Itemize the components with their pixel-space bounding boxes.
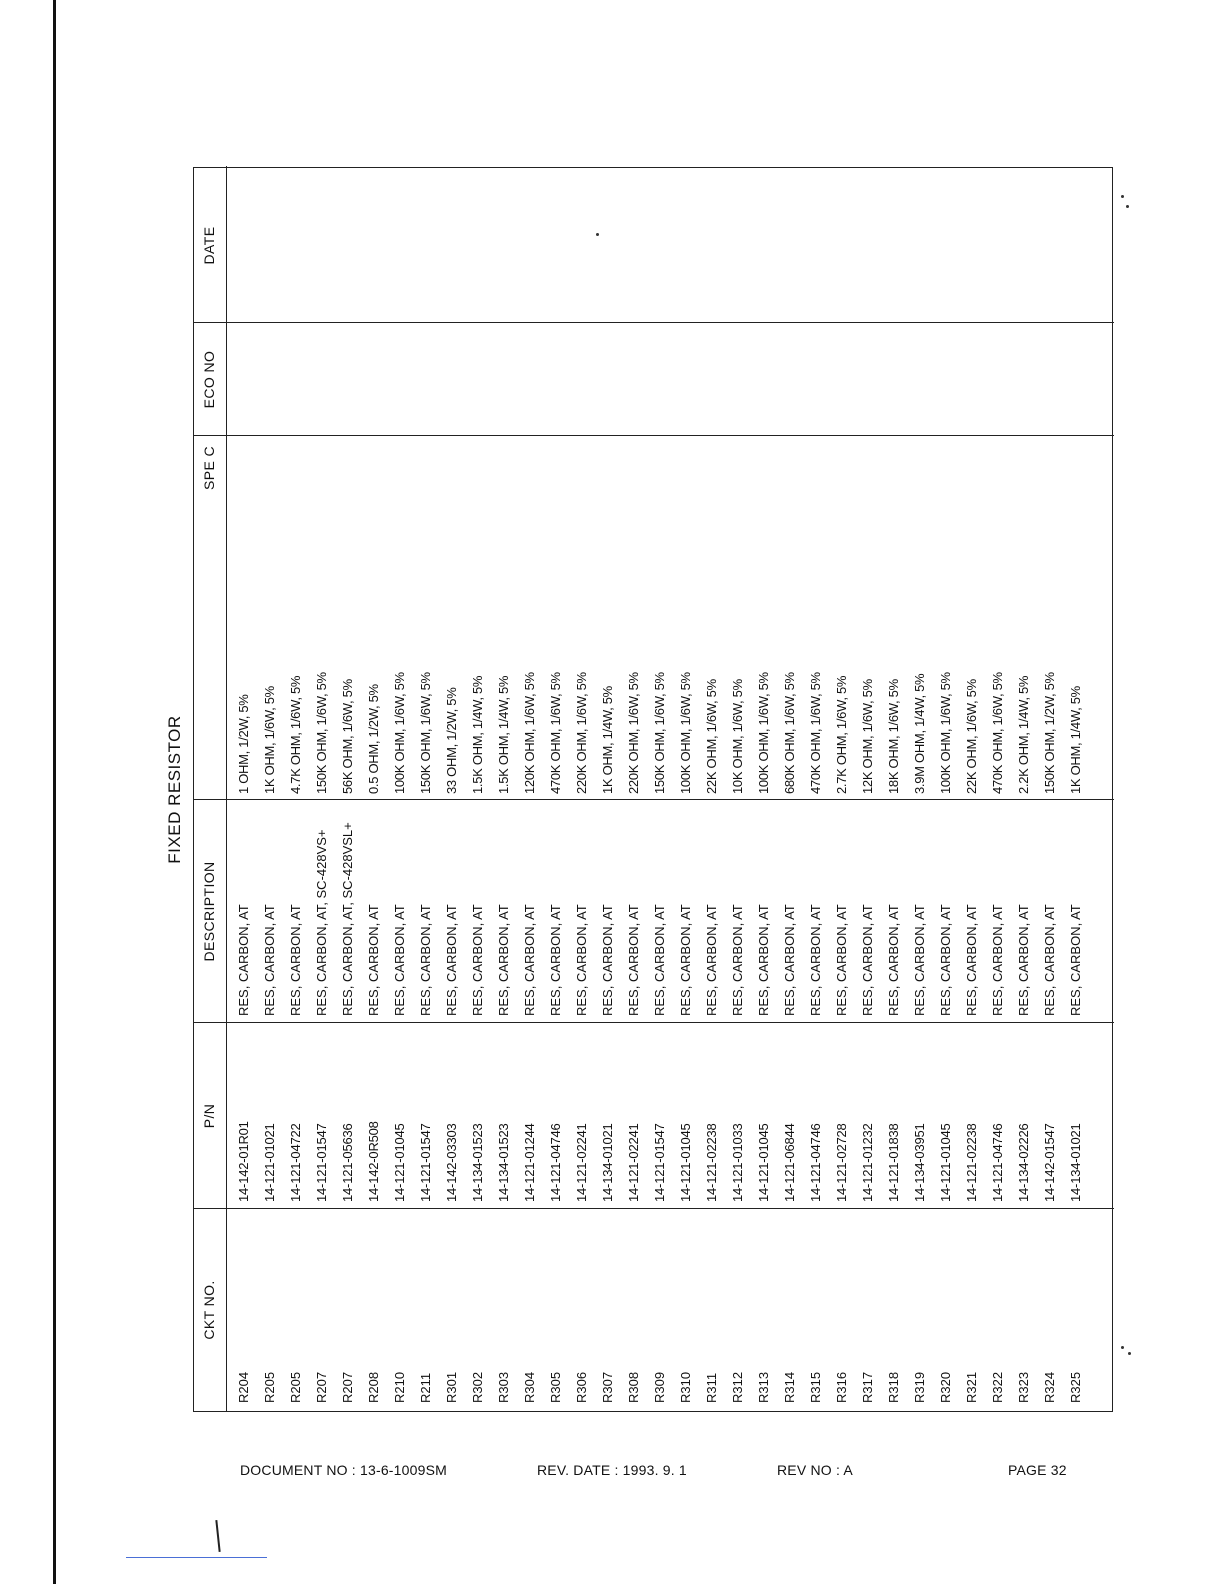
cell-ckt-no: R304 xyxy=(522,1371,537,1403)
cell-ckt-no: R311 xyxy=(704,1372,719,1403)
cell-part-number: 14-121-01547 xyxy=(652,1123,667,1202)
cell-ckt-no: R210 xyxy=(392,1371,407,1403)
scan-speck xyxy=(1126,205,1129,208)
table-row xyxy=(569,166,595,1411)
cell-description: RES, CARBON, AT xyxy=(626,904,641,1016)
cell-part-number: 14-121-02241 xyxy=(626,1123,641,1202)
cell-ckt-no: R320 xyxy=(938,1371,953,1403)
cell-ckt-no: R205 xyxy=(288,1371,303,1403)
cell-ckt-no: R208 xyxy=(366,1371,381,1403)
cell-ckt-no: R308 xyxy=(626,1371,641,1403)
cell-ckt-no: R207 xyxy=(314,1371,329,1403)
cell-part-number: 14-142-01547 xyxy=(1042,1123,1057,1202)
cell-ckt-no: R318 xyxy=(886,1371,901,1403)
cell-ckt-no: R306 xyxy=(574,1371,589,1403)
cell-part-number: 14-121-01838 xyxy=(886,1123,901,1202)
cell-part-number: 14-121-01045 xyxy=(392,1123,407,1202)
rotated-document xyxy=(80,167,1120,1412)
table-row xyxy=(465,166,491,1411)
cell-spec: 1K OHM, 1/6W, 5% xyxy=(262,686,277,794)
cell-part-number: 14-121-01033 xyxy=(730,1123,745,1202)
cell-spec: 1.5K OHM, 1/4W, 5% xyxy=(496,675,511,794)
cell-spec: 680K OHM, 1/6W, 5% xyxy=(782,672,797,794)
cell-ckt-no: R310 xyxy=(678,1371,693,1403)
cell-ckt-no: R325 xyxy=(1068,1371,1083,1403)
cell-part-number: 14-134-01021 xyxy=(1068,1123,1083,1202)
cell-part-number: 14-134-01523 xyxy=(470,1123,485,1202)
cell-ckt-no: R316 xyxy=(834,1371,849,1403)
cell-spec: 10K OHM, 1/6W, 5% xyxy=(730,679,745,794)
cell-part-number: 14-121-04722 xyxy=(288,1123,303,1202)
cell-ckt-no: R313 xyxy=(756,1371,771,1403)
scan-speck xyxy=(1121,1346,1124,1349)
cell-part-number: 14-121-06844 xyxy=(782,1123,797,1202)
cell-part-number: 14-121-01045 xyxy=(678,1123,693,1202)
cell-part-number: 14-121-01045 xyxy=(756,1123,771,1202)
header-date: DATE xyxy=(201,226,217,265)
cell-part-number: 14-142-03303 xyxy=(444,1123,459,1202)
cell-ckt-no: R205 xyxy=(262,1371,277,1403)
header-spec: SPE C xyxy=(201,446,217,491)
cell-spec: 1K OHM, 1/4W, 5% xyxy=(600,686,615,794)
cell-description: RES, CARBON, AT xyxy=(236,904,251,1016)
cell-spec: 150K OHM, 1/6W, 5% xyxy=(418,672,433,794)
cell-description: RES, CARBON, AT xyxy=(990,904,1005,1016)
table-row xyxy=(751,166,777,1411)
cell-spec: 120K OHM, 1/6W, 5% xyxy=(522,672,537,794)
cell-spec: 3.9M OHM, 1/4W, 5% xyxy=(912,673,927,794)
cell-description: RES, CARBON, AT xyxy=(366,904,381,1016)
cell-part-number: 14-121-04746 xyxy=(808,1123,823,1202)
table-row xyxy=(517,166,543,1411)
cell-description: RES, CARBON, AT, SC-428VS+ xyxy=(314,829,329,1016)
cell-spec: 150K OHM, 1/2W, 5% xyxy=(1042,672,1057,794)
cell-spec: 2.7K OHM, 1/6W, 5% xyxy=(834,675,849,794)
cell-spec: 100K OHM, 1/6W, 5% xyxy=(392,672,407,794)
parts-table xyxy=(193,167,1113,1412)
cell-description: RES, CARBON, AT xyxy=(288,904,303,1016)
cell-spec: 56K OHM, 1/6W, 5% xyxy=(340,679,355,794)
scan-speck xyxy=(1121,195,1124,198)
cell-ckt-no: R315 xyxy=(808,1371,823,1403)
scan-speck xyxy=(596,233,599,236)
footer-revision-date: REV. DATE : 1993. 9. 1 xyxy=(537,1462,687,1478)
cell-description: RES, CARBON, AT xyxy=(782,904,797,1016)
cell-description: RES, CARBON, AT xyxy=(730,904,745,1016)
cell-spec: 1K OHM, 1/4W, 5% xyxy=(1068,686,1083,794)
cell-part-number: 14-121-04746 xyxy=(990,1123,1005,1202)
cell-part-number: 14-121-02241 xyxy=(574,1123,589,1202)
cell-ckt-no: R319 xyxy=(912,1371,927,1403)
cell-description: RES, CARBON, AT xyxy=(886,904,901,1016)
cell-spec: 4.7K OHM, 1/6W, 5% xyxy=(288,675,303,794)
table-row xyxy=(699,166,725,1411)
cell-spec: 18K OHM, 1/6W, 5% xyxy=(886,679,901,794)
cell-ckt-no: R322 xyxy=(990,1371,1005,1403)
cell-part-number: 14-121-01547 xyxy=(418,1123,433,1202)
cell-ckt-no: R207 xyxy=(340,1371,355,1403)
table-row xyxy=(959,166,985,1411)
table-row xyxy=(257,166,283,1411)
cell-ckt-no: R314 xyxy=(782,1371,797,1403)
footer-revision-number: REV NO : A xyxy=(777,1462,853,1478)
cell-ckt-no: R324 xyxy=(1042,1371,1057,1403)
table-row xyxy=(985,166,1011,1411)
cell-part-number: 14-134-01523 xyxy=(496,1123,511,1202)
cell-description: RES, CARBON, AT xyxy=(496,904,511,1016)
cell-description: RES, CARBON, AT xyxy=(574,904,589,1016)
cell-ckt-no: R317 xyxy=(860,1371,875,1403)
cell-spec: 1.5K OHM, 1/4W, 5% xyxy=(470,675,485,794)
document-title: FIXED RESISTOR xyxy=(165,715,184,864)
cell-description: RES, CARBON, AT xyxy=(834,904,849,1016)
table-header-row xyxy=(194,166,227,1411)
cell-ckt-no: R309 xyxy=(652,1371,667,1403)
cell-ckt-no: R305 xyxy=(548,1371,563,1403)
cell-description: RES, CARBON, AT xyxy=(522,904,537,1016)
cell-spec: 0.5 OHM, 1/2W, 5% xyxy=(366,684,381,794)
scan-speck xyxy=(1128,1352,1131,1355)
cell-spec: 220K OHM, 1/6W, 5% xyxy=(626,672,641,794)
cell-ckt-no: R303 xyxy=(496,1371,511,1403)
header-part-number: P/N xyxy=(201,1103,217,1129)
cell-description: RES, CARBON, AT xyxy=(938,904,953,1016)
table-row xyxy=(933,166,959,1411)
header-eco-no: ECO NO xyxy=(201,350,217,409)
table-row xyxy=(829,166,855,1411)
cell-part-number: 14-121-02238 xyxy=(704,1123,719,1202)
cell-description: RES, CARBON, AT xyxy=(756,904,771,1016)
cell-spec: 220K OHM, 1/6W, 5% xyxy=(574,672,589,794)
cell-part-number: 14-121-01045 xyxy=(938,1123,953,1202)
table-row xyxy=(1011,166,1037,1411)
blue-underline-mark xyxy=(126,1557,267,1558)
cell-part-number: 14-121-02728 xyxy=(834,1123,849,1202)
table-row xyxy=(361,166,387,1411)
cell-part-number: 14-134-03951 xyxy=(912,1123,927,1202)
table-row xyxy=(777,166,803,1411)
cell-description: RES, CARBON, AT xyxy=(678,904,693,1016)
cell-spec: 100K OHM, 1/6W, 5% xyxy=(678,672,693,794)
cell-ckt-no: R312 xyxy=(730,1371,745,1403)
cell-ckt-no: R302 xyxy=(470,1371,485,1403)
cell-description: RES, CARBON, AT xyxy=(860,904,875,1016)
cell-description: RES, CARBON, AT, SC-428VSL+ xyxy=(340,822,355,1016)
cell-ckt-no: R301 xyxy=(444,1371,459,1403)
cell-description: RES, CARBON, AT xyxy=(652,904,667,1016)
cell-spec: 33 OHM, 1/2W, 5% xyxy=(444,687,459,794)
cell-description: RES, CARBON, AT xyxy=(1068,904,1083,1016)
page-left-edge-line xyxy=(53,0,56,1584)
cell-ckt-no: R323 xyxy=(1016,1371,1031,1403)
cell-description: RES, CARBON, AT xyxy=(548,904,563,1016)
cell-spec: 470K OHM, 1/6W, 5% xyxy=(990,672,1005,794)
cell-spec: 150K OHM, 1/6W, 5% xyxy=(314,672,329,794)
cell-spec: 100K OHM, 1/6W, 5% xyxy=(938,672,953,794)
table-row xyxy=(387,166,413,1411)
cell-description: RES, CARBON, AT xyxy=(262,904,277,1016)
table-row xyxy=(231,166,257,1411)
cell-description: RES, CARBON, AT xyxy=(1042,904,1057,1016)
cell-part-number: 14-142-0R508 xyxy=(366,1121,381,1202)
table-row xyxy=(621,166,647,1411)
cell-description: RES, CARBON, AT xyxy=(600,904,615,1016)
table-row xyxy=(309,166,335,1411)
cell-description: RES, CARBON, AT xyxy=(704,904,719,1016)
cell-spec: 1 OHM, 1/2W, 5% xyxy=(236,694,251,794)
table-row xyxy=(1037,166,1063,1411)
cell-description: RES, CARBON, AT xyxy=(912,904,927,1016)
pen-mark xyxy=(215,1520,220,1552)
cell-spec: 470K OHM, 1/6W, 5% xyxy=(808,672,823,794)
cell-part-number: 14-134-02226 xyxy=(1016,1123,1031,1202)
table-row xyxy=(647,166,673,1411)
table-row xyxy=(1063,166,1089,1411)
table-row xyxy=(595,166,621,1411)
cell-spec: 22K OHM, 1/6W, 5% xyxy=(964,679,979,794)
cell-part-number: 14-121-02238 xyxy=(964,1123,979,1202)
cell-part-number: 14-142-01R01 xyxy=(236,1121,251,1202)
cell-part-number: 14-134-01021 xyxy=(600,1123,615,1202)
table-row xyxy=(673,166,699,1411)
cell-ckt-no: R321 xyxy=(964,1371,979,1403)
cell-ckt-no: R307 xyxy=(600,1371,615,1403)
cell-part-number: 14-121-05636 xyxy=(340,1123,355,1202)
cell-spec: 2.2K OHM, 1/4W, 5% xyxy=(1016,675,1031,794)
table-row xyxy=(725,166,751,1411)
cell-description: RES, CARBON, AT xyxy=(418,904,433,1016)
cell-spec: 12K OHM, 1/6W, 5% xyxy=(860,679,875,794)
table-row xyxy=(803,166,829,1411)
header-ckt-no: CKT NO. xyxy=(201,1280,217,1340)
cell-ckt-no: R211 xyxy=(418,1372,433,1403)
cell-part-number: 14-121-04746 xyxy=(548,1123,563,1202)
table-row xyxy=(335,166,361,1411)
table-row xyxy=(413,166,439,1411)
cell-part-number: 14-121-01244 xyxy=(522,1123,537,1202)
cell-description: RES, CARBON, AT xyxy=(1016,904,1031,1016)
cell-part-number: 14-121-01547 xyxy=(314,1123,329,1202)
cell-description: RES, CARBON, AT xyxy=(808,904,823,1016)
table-row xyxy=(907,166,933,1411)
cell-spec: 470K OHM, 1/6W, 5% xyxy=(548,672,563,794)
cell-part-number: 14-121-01021 xyxy=(262,1123,277,1202)
cell-part-number: 14-121-01232 xyxy=(860,1123,875,1202)
table-row xyxy=(543,166,569,1411)
table-row xyxy=(491,166,517,1411)
table-row xyxy=(283,166,309,1411)
cell-description: RES, CARBON, AT xyxy=(444,904,459,1016)
footer-page-number: PAGE 32 xyxy=(1008,1462,1067,1478)
cell-spec: 22K OHM, 1/6W, 5% xyxy=(704,679,719,794)
cell-spec: 100K OHM, 1/6W, 5% xyxy=(756,672,771,794)
table-row xyxy=(881,166,907,1411)
footer-document-number: DOCUMENT NO : 13-6-1009SM xyxy=(240,1462,448,1478)
cell-description: RES, CARBON, AT xyxy=(392,904,407,1016)
cell-description: RES, CARBON, AT xyxy=(964,904,979,1016)
cell-description: RES, CARBON, AT xyxy=(470,904,485,1016)
cell-spec: 150K OHM, 1/6W, 5% xyxy=(652,672,667,794)
table-row xyxy=(855,166,881,1411)
cell-ckt-no: R204 xyxy=(236,1371,251,1403)
header-description: DESCRIPTION xyxy=(201,861,217,962)
table-row xyxy=(439,166,465,1411)
